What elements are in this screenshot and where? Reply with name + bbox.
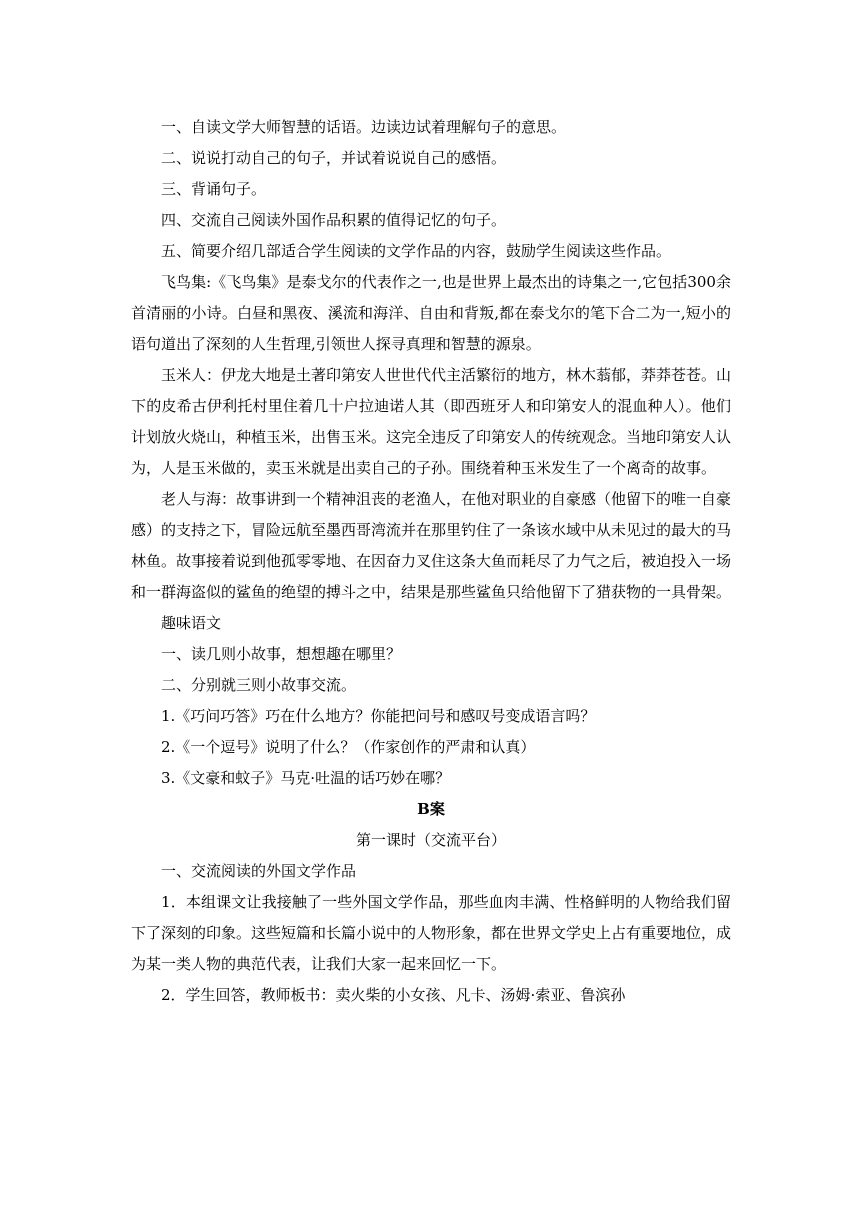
fun-item-1: 一、读几则小故事，想想趣在哪里？ [161,645,402,663]
book-laorenyuhai-paragraph: 老人与海：故事讲到一个精神沮丧的老渔人，在他对职业的自豪感（他留下的唯一自豪感）的支持之下，冒险远航至墨西哥湾流并在那里钓住了一条该水域中从未见过的最大的马林鱼。故事接着说到他孤零零地、在因奋力叉住这条大鱼而耗尽了力气之后，被迫投入一场和一群海盗似的鲨鱼的绝望的搏斗之中，结果是那些鲨鱼只给他留下了猎获物的一具骨架。 [131,490,732,601]
lesson-item-1: 一、交流阅读的外国文学作品 [161,862,357,880]
plan-b-heading: B案 [417,800,445,818]
fun-item-3: 1.《巧问巧答》巧在什么地方？你能把问号和感叹号变成语言吗？ [161,707,596,725]
lesson-paragraph-2: 2．学生回答，教师板书：卖火柴的小女孩、凡卡、汤姆·索亚、鲁滨孙 [161,986,626,1004]
intro-item-2: 二、说说打动自己的句子，并试着说说自己的感悟。 [161,149,507,167]
book-yumiren-paragraph: 玉米人：伊龙大地是土著印第安人世世代代主活繁衍的地方，林木蓊郁，莽莽苍苍。山下的皮希古伊利托村里住着几十户拉迪诺人其（即西班牙人和印第安人的混血种人）。他们计划放火烧山，种植玉米，出售玉米。这完全违反了印第安人的传统观念。当地印第安人认为，人是玉米做的，卖玉米就是出卖自己的子孙。围绕着种玉米发生了一个离奇的故事。 [131,366,732,477]
intro-item-5: 五、简要介绍几部适合学生阅读的文学作品的内容，鼓励学生阅读这些作品。 [161,242,672,260]
fun-item-5: 3.《文豪和蚊子》马克·吐温的话巧妙在哪？ [161,769,451,787]
intro-item-3: 三、背诵句子。 [161,180,267,198]
fun-item-4: 2.《一个逗号》说明了什么？（作家创作的严肃和认真） [161,738,536,756]
intro-item-1: 一、自读文学大师智慧的话语。边读边试着理解句子的意思。 [161,118,567,136]
fun-item-2: 二、分别就三则小故事交流。 [161,676,357,694]
lesson-title: 第一课时（交流平台） [355,831,506,849]
lesson-paragraph-1: 1．本组课文让我接触了一些外国文学作品，那些血肉丰满、性格鲜明的人物给我们留下了深刻的印象。这些短篇和长篇小说中的人物形象，都在世界文学史上占有重要地位，成为某一类人物的典范代表，让我们大家一起来回忆一下。 [131,893,732,973]
intro-item-4: 四、交流自己阅读外国作品积累的值得记忆的句子。 [161,211,507,229]
book-feiniaoji-paragraph: 飞鸟集:《飞鸟集》是泰戈尔的代表作之一,也是世界上最杰出的诗集之一,它包括300余首清丽的小诗。白昼和黑夜、溪流和海洋、自由和背叛,都在泰戈尔的笔下合二为一,短小的语句道出了深刻的人生哲理,引领世人探寻真理和智慧的源泉。 [131,273,731,353]
fun-chinese-heading: 趣味语文 [161,614,222,632]
document-body [131,112,731,1011]
